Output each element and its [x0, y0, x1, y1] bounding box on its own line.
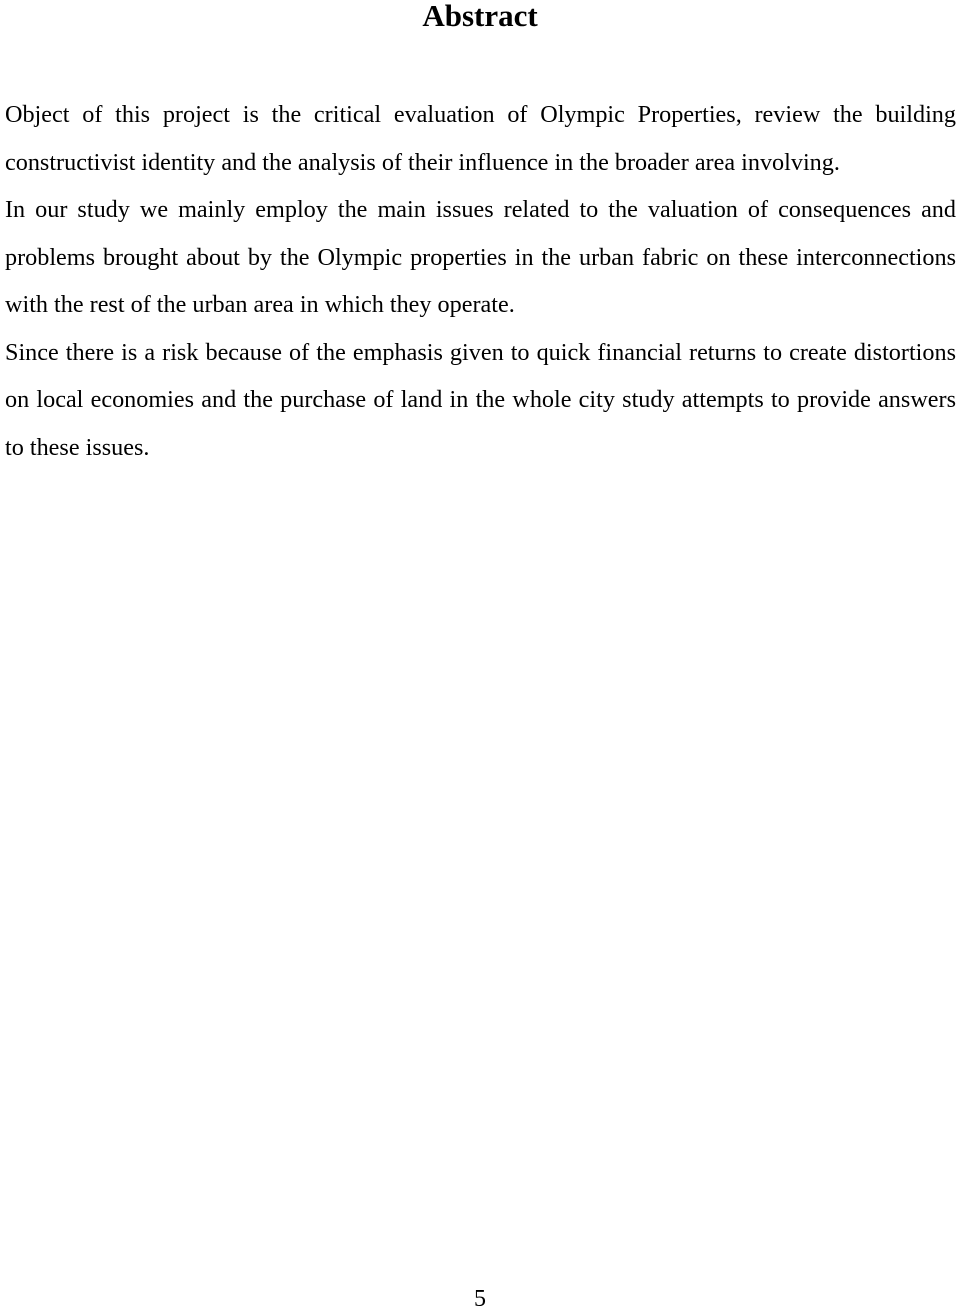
page-title: Abstract	[422, 0, 538, 33]
page-number: 5	[474, 1286, 486, 1312]
abstract-paragraph-3: Since there is a risk because of the emphasis given to quick financial returns to create distortions on local economies and the purchase of land in the whole city study attempts to provide answers to these issues.	[5, 338, 956, 461]
abstract-paragraph-2: In our study we mainly employ the main issues related to the valuation of consequences and problems brought about by the Olympic properties in the urban fabric on these interconnections with the rest of the urban area in which they operate.	[5, 196, 956, 318]
abstract-body	[5, 91, 956, 471]
abstract-paragraph-1: Object of this project is the critical evaluation of Olympic Properties, review the building constructivist identity and the analysis of their influence in the broader area involving.	[5, 101, 956, 176]
